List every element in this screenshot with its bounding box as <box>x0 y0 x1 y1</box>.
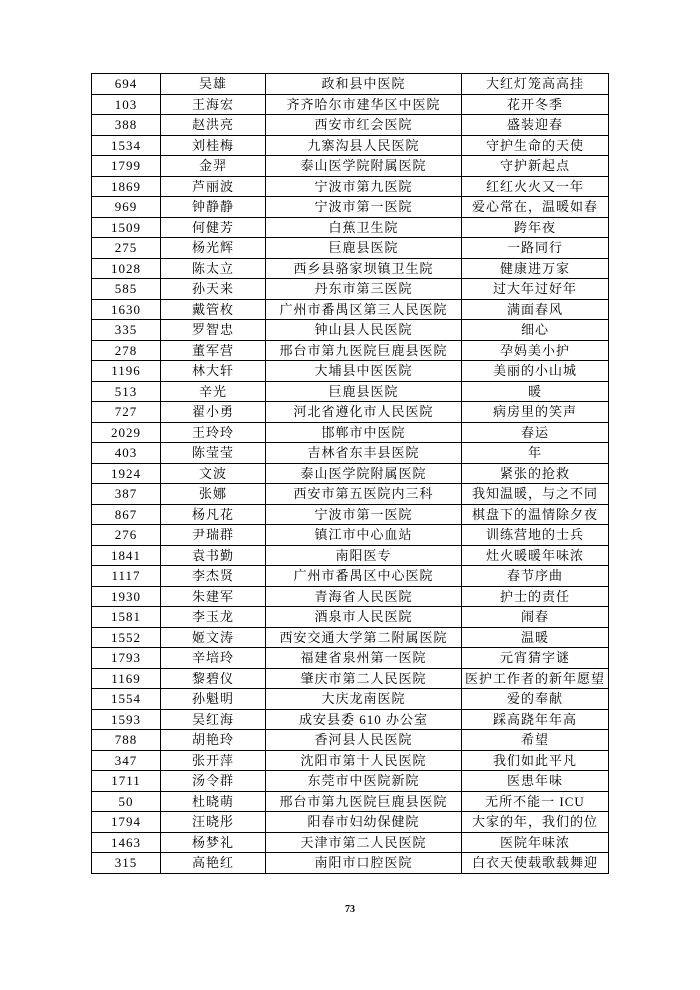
cell-author-name: 袁书勤 <box>161 545 266 566</box>
cell-work-title: 病房里的笑声 <box>462 402 609 423</box>
cell-organization: 西安市第五医院内三科 <box>266 484 462 505</box>
table-row <box>92 258 609 279</box>
cell-author-name: 何健芳 <box>161 217 266 238</box>
cell-entry-id: 1841 <box>92 545 161 566</box>
cell-work-title: 医院年味浓 <box>462 832 609 853</box>
table-row <box>92 361 609 382</box>
cell-author-name: 辛培玲 <box>161 648 266 669</box>
cell-organization: 邢台市第九医院巨鹿县医院 <box>266 340 462 361</box>
cell-author-name: 汪晓彤 <box>161 812 266 833</box>
cell-author-name: 杨凡花 <box>161 504 266 525</box>
cell-entry-id: 1028 <box>92 258 161 279</box>
cell-author-name: 翟小勇 <box>161 402 266 423</box>
table-row <box>92 217 609 238</box>
cell-work-title: 过大年过好年 <box>462 279 609 300</box>
table-row <box>92 566 609 587</box>
table-row <box>92 648 609 669</box>
cell-author-name: 王玲玲 <box>161 422 266 443</box>
table-row <box>92 320 609 341</box>
table-row <box>92 115 609 136</box>
cell-work-title: 训练营地的士兵 <box>462 525 609 546</box>
entry-roster-table <box>91 73 609 874</box>
cell-author-name: 金羿 <box>161 156 266 177</box>
table-row <box>92 689 609 710</box>
cell-organization: 巨鹿县医院 <box>266 238 462 259</box>
cell-organization: 巨鹿县医院 <box>266 381 462 402</box>
cell-work-title: 红红火火又一年 <box>462 176 609 197</box>
cell-entry-id: 969 <box>92 197 161 218</box>
cell-organization: 阳春市妇幼保健院 <box>266 812 462 833</box>
roster-table-body <box>92 74 609 874</box>
cell-organization: 九寨沟县人民医院 <box>266 135 462 156</box>
table-row <box>92 709 609 730</box>
cell-work-title: 灶火暖暖年味浓 <box>462 545 609 566</box>
cell-author-name: 孙天来 <box>161 279 266 300</box>
cell-entry-id: 403 <box>92 443 161 464</box>
cell-work-title: 细心 <box>462 320 609 341</box>
cell-work-title: 守护生命的天使 <box>462 135 609 156</box>
cell-author-name: 罗智忠 <box>161 320 266 341</box>
cell-entry-id: 276 <box>92 525 161 546</box>
cell-author-name: 戴管枚 <box>161 299 266 320</box>
cell-work-title: 健康进万家 <box>462 258 609 279</box>
cell-author-name: 张开萍 <box>161 750 266 771</box>
table-row <box>92 730 609 751</box>
cell-organization: 福建省泉州第一医院 <box>266 648 462 669</box>
cell-work-title: 白衣天使载歌载舞迎 <box>462 853 609 874</box>
cell-organization: 宁波市第九医院 <box>266 176 462 197</box>
cell-entry-id: 1593 <box>92 709 161 730</box>
cell-work-title: 医护工作者的新年愿望 <box>462 668 609 689</box>
table-row <box>92 484 609 505</box>
table-row <box>92 94 609 115</box>
table-row <box>92 771 609 792</box>
cell-entry-id: 1924 <box>92 463 161 484</box>
cell-entry-id: 788 <box>92 730 161 751</box>
cell-entry-id: 585 <box>92 279 161 300</box>
table-row <box>92 176 609 197</box>
cell-entry-id: 1169 <box>92 668 161 689</box>
cell-author-name: 孙魁明 <box>161 689 266 710</box>
cell-organization: 青海省人民医院 <box>266 586 462 607</box>
cell-organization: 泰山医学院附属医院 <box>266 463 462 484</box>
cell-entry-id: 387 <box>92 484 161 505</box>
page-number: 73 <box>345 904 355 915</box>
cell-organization: 肇庆市第二人民医院 <box>266 668 462 689</box>
cell-organization: 钟山县人民医院 <box>266 320 462 341</box>
cell-work-title: 守护新起点 <box>462 156 609 177</box>
cell-author-name: 董军营 <box>161 340 266 361</box>
cell-organization: 东莞市中医院新院 <box>266 771 462 792</box>
table-row <box>92 197 609 218</box>
table-row <box>92 607 609 628</box>
cell-author-name: 王海宏 <box>161 94 266 115</box>
cell-author-name: 黎碧仪 <box>161 668 266 689</box>
cell-work-title: 美丽的小山城 <box>462 361 609 382</box>
cell-entry-id: 1554 <box>92 689 161 710</box>
cell-author-name: 杜晓萌 <box>161 791 266 812</box>
cell-work-title: 跨年夜 <box>462 217 609 238</box>
table-row <box>92 135 609 156</box>
cell-organization: 天津市第二人民医院 <box>266 832 462 853</box>
cell-organization: 宁波市第一医院 <box>266 504 462 525</box>
table-row <box>92 279 609 300</box>
cell-entry-id: 103 <box>92 94 161 115</box>
cell-author-name: 杨梦礼 <box>161 832 266 853</box>
table-row <box>92 791 609 812</box>
cell-author-name: 朱建军 <box>161 586 266 607</box>
cell-author-name: 胡艳玲 <box>161 730 266 751</box>
table-row <box>92 238 609 259</box>
cell-author-name: 钟静静 <box>161 197 266 218</box>
cell-entry-id: 335 <box>92 320 161 341</box>
cell-author-name: 陈太立 <box>161 258 266 279</box>
cell-organization: 邯郸市中医院 <box>266 422 462 443</box>
table-row <box>92 340 609 361</box>
cell-author-name: 高艳红 <box>161 853 266 874</box>
cell-entry-id: 1630 <box>92 299 161 320</box>
cell-entry-id: 2029 <box>92 422 161 443</box>
cell-work-title: 医患年味 <box>462 771 609 792</box>
cell-author-name: 陈莹莹 <box>161 443 266 464</box>
cell-work-title: 大家的年，我们的位 <box>462 812 609 833</box>
cell-entry-id: 1794 <box>92 812 161 833</box>
cell-author-name: 芦丽波 <box>161 176 266 197</box>
cell-work-title: 满面春风 <box>462 299 609 320</box>
table-row <box>92 853 609 874</box>
cell-work-title: 我们如此平凡 <box>462 750 609 771</box>
cell-work-title: 爱的奉献 <box>462 689 609 710</box>
cell-author-name: 吴红海 <box>161 709 266 730</box>
cell-work-title: 踩高跷年年高 <box>462 709 609 730</box>
table-row <box>92 812 609 833</box>
cell-entry-id: 278 <box>92 340 161 361</box>
cell-work-title: 无所不能一 ICU <box>462 791 609 812</box>
table-row <box>92 545 609 566</box>
cell-work-title: 盛装迎春 <box>462 115 609 136</box>
cell-entry-id: 1196 <box>92 361 161 382</box>
cell-entry-id: 388 <box>92 115 161 136</box>
table-row <box>92 627 609 648</box>
cell-entry-id: 1793 <box>92 648 161 669</box>
cell-author-name: 赵洪亮 <box>161 115 266 136</box>
cell-organization: 丹东市第三医院 <box>266 279 462 300</box>
cell-author-name: 吴雄 <box>161 74 266 95</box>
cell-work-title: 元宵猜字谜 <box>462 648 609 669</box>
cell-author-name: 杨光辉 <box>161 238 266 259</box>
cell-author-name: 李玉龙 <box>161 607 266 628</box>
cell-organization: 广州市番禺区中心医院 <box>266 566 462 587</box>
cell-organization: 南阳医专 <box>266 545 462 566</box>
table-row <box>92 74 609 95</box>
cell-work-title: 大红灯笼高高挂 <box>462 74 609 95</box>
cell-organization: 大埔县中医医院 <box>266 361 462 382</box>
cell-work-title: 温暖 <box>462 627 609 648</box>
cell-organization: 香河县人民医院 <box>266 730 462 751</box>
table-row <box>92 443 609 464</box>
cell-author-name: 林大轩 <box>161 361 266 382</box>
cell-organization: 沈阳市第十人民医院 <box>266 750 462 771</box>
cell-organization: 白蕉卫生院 <box>266 217 462 238</box>
cell-entry-id: 1552 <box>92 627 161 648</box>
cell-work-title: 护士的责任 <box>462 586 609 607</box>
table-row <box>92 299 609 320</box>
cell-entry-id: 347 <box>92 750 161 771</box>
table-row <box>92 750 609 771</box>
cell-work-title: 年 <box>462 443 609 464</box>
table-row <box>92 832 609 853</box>
cell-organization: 南阳市口腔医院 <box>266 853 462 874</box>
cell-organization: 齐齐哈尔市建华区中医院 <box>266 94 462 115</box>
cell-work-title: 希望 <box>462 730 609 751</box>
cell-entry-id: 50 <box>92 791 161 812</box>
cell-work-title: 暖 <box>462 381 609 402</box>
cell-author-name: 文波 <box>161 463 266 484</box>
cell-organization: 酒泉市人民医院 <box>266 607 462 628</box>
cell-entry-id: 1799 <box>92 156 161 177</box>
cell-entry-id: 727 <box>92 402 161 423</box>
cell-work-title: 闹春 <box>462 607 609 628</box>
cell-entry-id: 315 <box>92 853 161 874</box>
cell-organization: 西安交通大学第二附属医院 <box>266 627 462 648</box>
table-row <box>92 504 609 525</box>
cell-organization: 广州市番禺区第三人民医院 <box>266 299 462 320</box>
cell-work-title: 春运 <box>462 422 609 443</box>
cell-work-title: 我知温暖，与之不同 <box>462 484 609 505</box>
cell-organization: 吉林省东丰县医院 <box>266 443 462 464</box>
cell-author-name: 李杰贤 <box>161 566 266 587</box>
cell-organization: 大庆龙南医院 <box>266 689 462 710</box>
cell-entry-id: 1711 <box>92 771 161 792</box>
cell-author-name: 张娜 <box>161 484 266 505</box>
cell-work-title: 孕妈美小护 <box>462 340 609 361</box>
table-row <box>92 525 609 546</box>
cell-organization: 镇江市中心血站 <box>266 525 462 546</box>
cell-organization: 西安市红会医院 <box>266 115 462 136</box>
cell-author-name: 辛光 <box>161 381 266 402</box>
cell-organization: 邢台市第九医院巨鹿县医院 <box>266 791 462 812</box>
table-row <box>92 463 609 484</box>
cell-entry-id: 1869 <box>92 176 161 197</box>
table-row <box>92 586 609 607</box>
cell-organization: 西乡县骆家坝镇卫生院 <box>266 258 462 279</box>
cell-work-title: 紧张的抢救 <box>462 463 609 484</box>
cell-work-title: 爱心常在，温暖如春 <box>462 197 609 218</box>
cell-organization: 成安县委 610 办公室 <box>266 709 462 730</box>
cell-author-name: 刘桂梅 <box>161 135 266 156</box>
cell-work-title: 春节序曲 <box>462 566 609 587</box>
cell-entry-id: 1117 <box>92 566 161 587</box>
cell-organization: 政和县中医院 <box>266 74 462 95</box>
cell-work-title: 花开冬季 <box>462 94 609 115</box>
cell-entry-id: 275 <box>92 238 161 259</box>
cell-author-name: 尹瑞群 <box>161 525 266 546</box>
table-row <box>92 156 609 177</box>
table-row <box>92 422 609 443</box>
cell-entry-id: 1930 <box>92 586 161 607</box>
table-row <box>92 381 609 402</box>
cell-entry-id: 1509 <box>92 217 161 238</box>
cell-author-name: 姬文涛 <box>161 627 266 648</box>
cell-entry-id: 1534 <box>92 135 161 156</box>
cell-entry-id: 694 <box>92 74 161 95</box>
cell-entry-id: 513 <box>92 381 161 402</box>
cell-entry-id: 1463 <box>92 832 161 853</box>
cell-work-title: 棋盘下的温情除夕夜 <box>462 504 609 525</box>
cell-organization: 河北省遵化市人民医院 <box>266 402 462 423</box>
cell-entry-id: 1581 <box>92 607 161 628</box>
cell-entry-id: 867 <box>92 504 161 525</box>
cell-author-name: 汤令群 <box>161 771 266 792</box>
table-row <box>92 668 609 689</box>
cell-organization: 泰山医学院附属医院 <box>266 156 462 177</box>
cell-work-title: 一路同行 <box>462 238 609 259</box>
table-row <box>92 402 609 423</box>
cell-organization: 宁波市第一医院 <box>266 197 462 218</box>
